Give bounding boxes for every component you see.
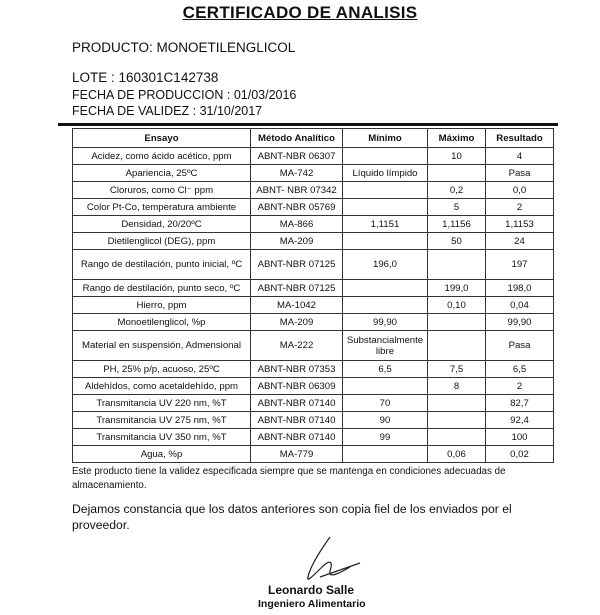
table-cell: 24 (486, 233, 554, 250)
table-cell: 50 (428, 233, 486, 250)
table-cell: Rango de destilación, punto seco, ºC (73, 280, 251, 297)
table-row (73, 297, 554, 314)
table-cell: Aldehídos, como acetaldehído, ppm (73, 378, 251, 395)
table-row (73, 412, 554, 429)
table-cell (343, 199, 428, 216)
table-cell (343, 148, 428, 165)
table-row (73, 429, 554, 446)
table-cell (428, 395, 486, 412)
table-cell: 99,90 (486, 314, 554, 331)
table-cell: ABNT-NBR 07125 (251, 250, 343, 280)
expiry-date: FECHA DE VALIDEZ : 31/10/2017 (72, 104, 263, 118)
document-body (72, 128, 562, 615)
table-cell: ABNT-NBR 07140 (251, 412, 343, 429)
table-cell (343, 182, 428, 199)
table-cell (343, 280, 428, 297)
signature (290, 535, 370, 585)
table-cell: 100 (486, 429, 554, 446)
table-cell: Transmitancia UV 350 nm, %T (73, 429, 251, 446)
table-cell (343, 297, 428, 314)
table-cell: Monoetilenglicol, %p (73, 314, 251, 331)
table-cell: Dietilenglicol (DEG), ppm (73, 233, 251, 250)
table-cell: 8 (428, 378, 486, 395)
table-cell: 0,04 (486, 297, 554, 314)
validity-note: Este producto tiene la validez especificada siempre que se mantenga en condiciones adecuadas de almacenamiento. (72, 466, 506, 491)
table-cell: 7,5 (428, 361, 486, 378)
header-row (73, 129, 554, 148)
declaration: Dejamos constancia que los datos anteriores son copia fiel de los enviados por el proveedor. (72, 502, 512, 532)
analysis-table (72, 128, 554, 463)
table-cell: 2 (486, 199, 554, 216)
table-cell: Densidad, 20/20ºC (73, 216, 251, 233)
table-row (73, 314, 554, 331)
table-cell: 5 (428, 199, 486, 216)
table-cell: 199,0 (428, 280, 486, 297)
table-cell: Agua, %p (73, 446, 251, 463)
table-cell (428, 429, 486, 446)
table-cell: Rango de destilación, punto inicial, ºC (73, 250, 251, 280)
table-cell: ABNT-NBR 07353 (251, 361, 343, 378)
table-cell: Material en suspensión, Admensional (73, 331, 251, 361)
table-row (73, 165, 554, 182)
table-cell: Substancialmente libre (343, 331, 428, 361)
table-cell: MA-742 (251, 165, 343, 182)
table-cell: Apariencia, 25ºC (73, 165, 251, 182)
table-cell: MA-1042 (251, 297, 343, 314)
table-cell (343, 378, 428, 395)
signature-block (72, 535, 562, 615)
table-cell: MA-866 (251, 216, 343, 233)
table-row (73, 216, 554, 233)
document-title: CERTIFICADO DE ANALISIS (182, 3, 418, 22)
table-cell: Color Pt-Co, temperatura ambiente (73, 199, 251, 216)
table-cell (428, 250, 486, 280)
table-cell (343, 233, 428, 250)
table-cell (428, 412, 486, 429)
table-cell: 6,5 (343, 361, 428, 378)
table-cell: MA-209 (251, 314, 343, 331)
table-cell: 92,4 (486, 412, 554, 429)
table-cell: 90 (343, 412, 428, 429)
table-cell: 1,1153 (486, 216, 554, 233)
table-cell: ABNT-NBR 06309 (251, 378, 343, 395)
table-row (73, 446, 554, 463)
table-row (73, 361, 554, 378)
table-cell: ABNT-NBR 07125 (251, 280, 343, 297)
table-cell: 1,1156 (428, 216, 486, 233)
signer-name: Leonardo Salle (268, 583, 355, 597)
table-cell: Transmitancia UV 220 nm, %T (73, 395, 251, 412)
table-cell (428, 314, 486, 331)
table-cell: MA-779 (251, 446, 343, 463)
table-cell: Cloruros, como Cl⁻ ppm (73, 182, 251, 199)
table-cell: Pasa (486, 331, 554, 361)
table-cell: 0,0 (486, 182, 554, 199)
column-header: Resultado (486, 129, 554, 148)
column-header: Máximo (428, 129, 486, 148)
production-date: FECHA DE PRODUCCION : 01/03/2016 (72, 88, 297, 102)
table-cell: 99 (343, 429, 428, 446)
table-cell: ABNT-NBR 07140 (251, 429, 343, 446)
table-cell: 99,90 (343, 314, 428, 331)
table-cell: ABNT-NBR 06307 (251, 148, 343, 165)
table-cell: Hierro, ppm (73, 297, 251, 314)
table-cell: 0,10 (428, 297, 486, 314)
table-cell: 197 (486, 250, 554, 280)
table-cell (428, 165, 486, 182)
table-cell: 0,02 (486, 446, 554, 463)
table-cell: 1,1151 (343, 216, 428, 233)
table-cell: 0,2 (428, 182, 486, 199)
lot-number: LOTE : 160301C142738 (72, 70, 219, 85)
table-cell: 4 (486, 148, 554, 165)
divider (58, 123, 558, 126)
table-row (73, 233, 554, 250)
table-cell: MA-209 (251, 233, 343, 250)
table-row (73, 331, 554, 361)
table-cell: Acidez, como ácido acético, ppm (73, 148, 251, 165)
table-row (73, 148, 554, 165)
signer-role: Ingeniero Alimentario (258, 598, 366, 610)
product-name: PRODUCTO: MONOETILENGLICOL (72, 40, 296, 55)
table-row (73, 280, 554, 297)
table-cell: 6,5 (486, 361, 554, 378)
table-cell: PH, 25% p/p, acuoso, 25ºC (73, 361, 251, 378)
table-cell: 82,7 (486, 395, 554, 412)
table-cell (343, 446, 428, 463)
table-cell: 70 (343, 395, 428, 412)
table-cell: ABNT-NBR 05769 (251, 199, 343, 216)
table-cell: Líquido límpido (343, 165, 428, 182)
column-header: Ensayo (73, 129, 251, 148)
table-row (73, 378, 554, 395)
table-row (73, 250, 554, 280)
table-cell: 0,06 (428, 446, 486, 463)
column-header: Método Analítico (251, 129, 343, 148)
table-row (73, 182, 554, 199)
table-cell: ABNT- NBR 07342 (251, 182, 343, 199)
table-cell: 10 (428, 148, 486, 165)
column-header: Mínimo (343, 129, 428, 148)
table-cell: ABNT-NBR 07140 (251, 395, 343, 412)
table-cell: MA-222 (251, 331, 343, 361)
table-cell: 196,0 (343, 250, 428, 280)
table-cell: 198,0 (486, 280, 554, 297)
table-cell: 2 (486, 378, 554, 395)
table-row (73, 199, 554, 216)
table-cell (428, 331, 486, 361)
table-cell: Pasa (486, 165, 554, 182)
table-row (73, 395, 554, 412)
table-cell: Transmitancia UV 275 nm, %T (73, 412, 251, 429)
